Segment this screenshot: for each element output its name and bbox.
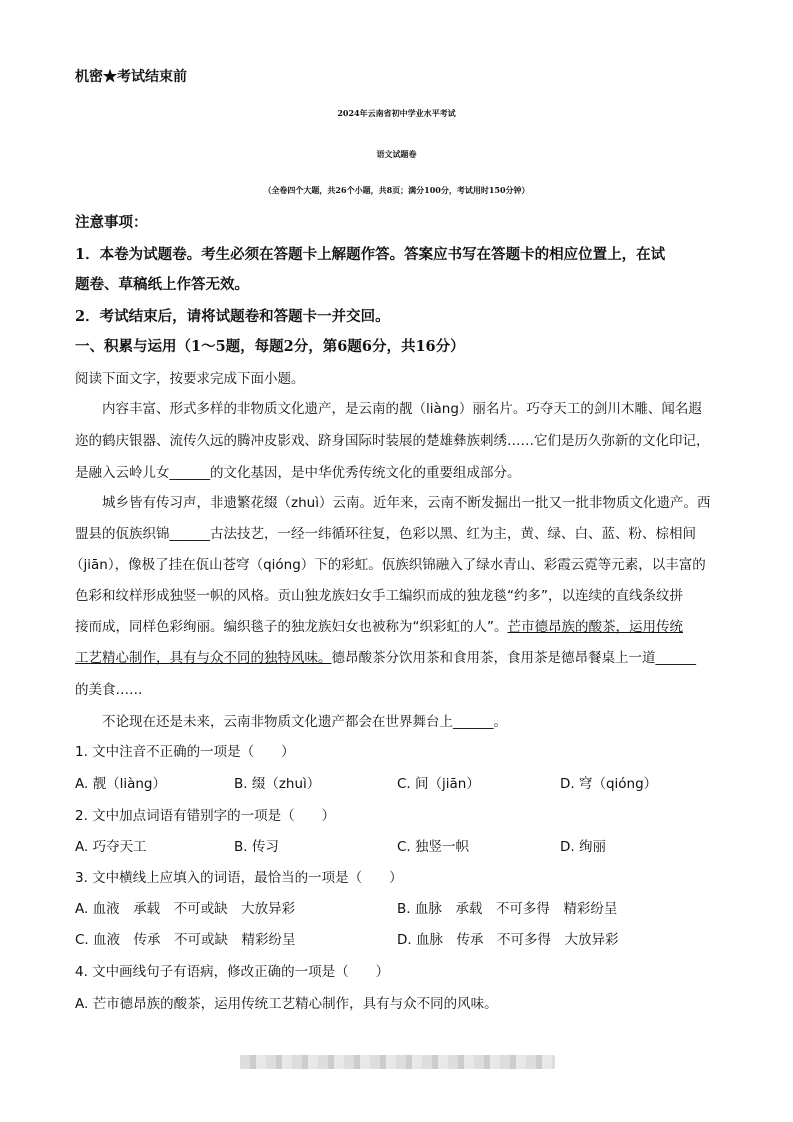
passage-line: 城乡皆有传习声，非遗繁花缀（zhuì）云南。近年来，云南不断发掘出一批又一批非物质文化遗产。西 [102,495,711,511]
passage-text: 德昂酸茶分饮用茶和食用茶，食用茶是德昂餐桌上一道______ [331,650,696,666]
passage-line: 不论现在还是未来，云南非物质文化遗产都会在世界舞台上______。 [102,714,507,730]
question-2-option-d: D. 绚丽 [560,839,606,855]
question-2-stem: 2. 文中加点词语有错别字的一项是（ ） [75,808,336,824]
passage-line: 内容丰富、形式多样的非物质文化遗产，是云南的靓（liàng）丽名片。巧夺天工的剑川木雕、闻名遐 [102,401,702,417]
notice-item-1-line-2: 题卷、草稿纸上作答无效。 [75,276,249,293]
exam-title: 2024年云南省初中学业水平考试 [337,108,456,118]
passage-line: 迩的鹤庆银器、流传久远的腾冲皮影戏、跻身国际时装展的楚雄彝族刺绣……它们是历久弥新的文化印记， [75,433,710,449]
confidential-label: 机密★考试结束前 [75,69,187,85]
passage-line: （jiān），像极了挂在佤山苍穹（qióng）下的彩虹。佤族织锦融入了绿水青山、彩霞云霓等元素，以丰富的 [70,557,706,573]
passage-line [75,618,683,636]
underlined-sentence: 工艺精心制作，具有与众不同的独特风味。 [75,650,332,666]
passage-line: 色彩和纹样形成独竖一帜的风格。贡山独龙族妇女手工编织而成的独龙毯“约多”，以连续的直线条纹拼 [75,588,683,604]
passage-line: 是融入云岭儿女______的文化基因，是中华优秀传统文化的重要组成部分。 [75,465,521,481]
question-3-option-d: D. 血脉 传承 不可多得 大放异彩 [397,932,619,948]
question-1-option-d: D. 穹（qióng） [560,776,658,792]
notice-item-1-line-1: 1．本卷为试题卷。考生必须在答题卡上解题作答。答案应书写在答题卡的相应位置上，在试 [75,246,666,263]
question-4-stem: 4. 文中画线句子有语病，修改正确的一项是（ ） [75,964,390,980]
question-3-option-a: A. 血液 承载 不可或缺 大放异彩 [75,901,296,917]
section-1-heading: 一、积累与运用（1～5题，每题2分，第6题6分，共16分） [75,338,465,355]
notice-heading: 注意事项： [75,214,148,231]
passage-line: 的美食…… [75,682,143,698]
section-1-instruction: 阅读下面文字，按要求完成下面小题。 [75,371,305,387]
underlined-sentence: 芒市德昂族的酸茶，运用传统 [507,619,683,635]
question-3-option-b: B. 血脉 承载 不可多得 精彩纷呈 [397,901,618,917]
notice-item-2: 2．考试结束后，请将试题卷和答题卡一并交回。 [75,308,390,325]
question-3-stem: 3. 文中横线上应填入的词语，最恰当的一项是（ ） [75,870,403,886]
passage-line: 盟县的佤族织锦______古法技艺，一经一纬循环往复，色彩以黑、红为主，黄、绿、白、蓝、粉、棕相间 [75,526,696,542]
question-2-option-c: C. 独竖一帜 [397,839,470,855]
question-4-option-a: A. 芒市德昂族的酸茶，运用传统工艺精心制作，具有与众不同的风味。 [75,996,498,1012]
blurred-watermark [240,1055,555,1069]
passage-text: 接而成，同样色彩绚丽。编织毯子的独龙族妇女也被称为“织彩虹的人”。 [75,619,508,635]
exam-subtitle: 语文试题卷 [376,149,417,159]
question-2-option-a: A. 巧夺天工 [75,839,147,855]
question-1-stem: 1. 文中注音不正确的一项是（ ） [75,744,295,760]
question-3-option-c: C. 血液 传承 不可或缺 精彩纷呈 [75,932,296,948]
exam-info: （全卷四个大题，共26个小题，共8页；满分100分，考试用时150分钟） [263,185,530,195]
question-2-option-b: B. 传习 [234,839,279,855]
question-1-option-c: C. 间（jiān） [397,776,480,792]
question-1-option-b: B. 缀（zhuì） [234,776,321,792]
question-1-option-a: A. 靓（liàng） [75,776,166,792]
passage-line [75,649,696,667]
